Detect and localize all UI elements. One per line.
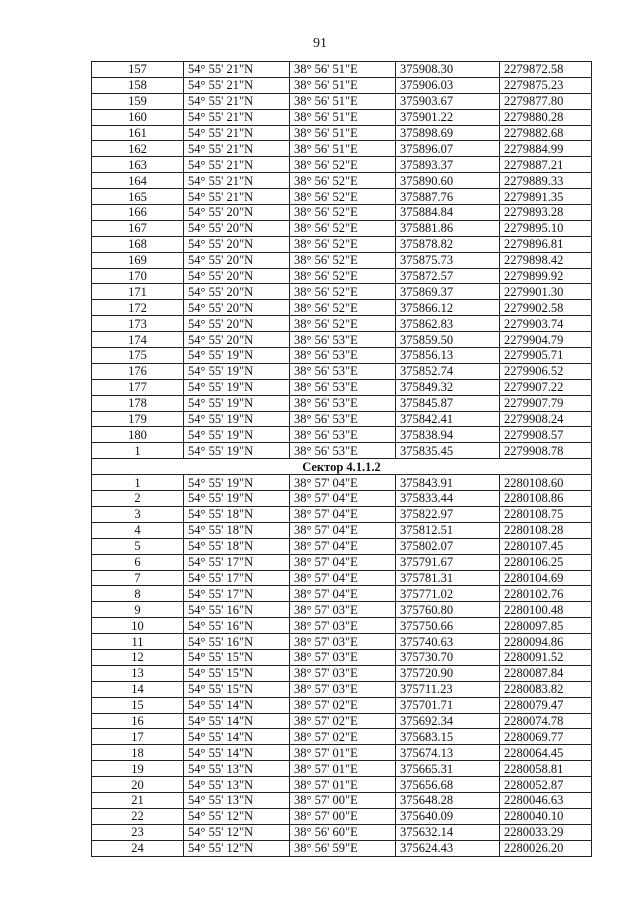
y-coordinate-cell: 2280083.82 (500, 681, 592, 697)
longitude-cell: 38° 57' 03"E (290, 665, 396, 681)
point-number-cell: 160 (92, 109, 184, 125)
y-coordinate-cell: 2279899.92 (500, 268, 592, 284)
longitude-cell: 38° 56' 52"E (290, 236, 396, 252)
latitude-cell: 54° 55' 12"N (184, 824, 290, 840)
x-coordinate-cell: 375903.67 (396, 93, 500, 109)
latitude-cell: 54° 55' 15"N (184, 665, 290, 681)
longitude-cell: 38° 56' 52"E (290, 284, 396, 300)
longitude-cell: 38° 56' 52"E (290, 189, 396, 205)
x-coordinate-cell: 375781.31 (396, 570, 500, 586)
x-coordinate-cell: 375730.70 (396, 649, 500, 665)
point-number-cell: 173 (92, 316, 184, 332)
latitude-cell: 54° 55' 14"N (184, 745, 290, 761)
x-coordinate-cell: 375812.51 (396, 522, 500, 538)
latitude-cell: 54° 55' 20"N (184, 205, 290, 221)
table-row (92, 93, 592, 109)
longitude-cell: 38° 57' 04"E (290, 475, 396, 491)
latitude-cell: 54° 55' 18"N (184, 506, 290, 522)
y-coordinate-cell: 2280087.84 (500, 665, 592, 681)
point-number-cell: 11 (92, 634, 184, 650)
x-coordinate-cell: 375692.34 (396, 713, 500, 729)
latitude-cell: 54° 55' 13"N (184, 761, 290, 777)
latitude-cell: 54° 55' 19"N (184, 363, 290, 379)
latitude-cell: 54° 55' 19"N (184, 379, 290, 395)
point-number-cell: 162 (92, 141, 184, 157)
longitude-cell: 38° 56' 53"E (290, 443, 396, 459)
longitude-cell: 38° 56' 51"E (290, 77, 396, 93)
y-coordinate-cell: 2279882.68 (500, 125, 592, 141)
latitude-cell: 54° 55' 16"N (184, 602, 290, 618)
longitude-cell: 38° 56' 51"E (290, 141, 396, 157)
x-coordinate-cell: 375674.13 (396, 745, 500, 761)
latitude-cell: 54° 55' 21"N (184, 109, 290, 125)
table-row (92, 252, 592, 268)
point-number-cell: 158 (92, 77, 184, 93)
x-coordinate-cell: 375869.37 (396, 284, 500, 300)
point-number-cell: 9 (92, 602, 184, 618)
table-row (92, 475, 592, 491)
point-number-cell: 170 (92, 268, 184, 284)
latitude-cell: 54° 55' 13"N (184, 792, 290, 808)
x-coordinate-cell: 375849.32 (396, 379, 500, 395)
x-coordinate-cell: 375908.30 (396, 62, 500, 78)
y-coordinate-cell: 2279903.74 (500, 316, 592, 332)
point-number-cell: 13 (92, 665, 184, 681)
y-coordinate-cell: 2280064.45 (500, 745, 592, 761)
x-coordinate-cell: 375665.31 (396, 761, 500, 777)
x-coordinate-cell: 375859.50 (396, 332, 500, 348)
y-coordinate-cell: 2279898.42 (500, 252, 592, 268)
table-row (92, 602, 592, 618)
point-number-cell: 14 (92, 681, 184, 697)
latitude-cell: 54° 55' 20"N (184, 220, 290, 236)
table-row (92, 157, 592, 173)
latitude-cell: 54° 55' 17"N (184, 554, 290, 570)
latitude-cell: 54° 55' 21"N (184, 77, 290, 93)
y-coordinate-cell: 2279880.28 (500, 109, 592, 125)
x-coordinate-cell: 375852.74 (396, 363, 500, 379)
longitude-cell: 38° 57' 04"E (290, 554, 396, 570)
point-number-cell: 22 (92, 808, 184, 824)
x-coordinate-cell: 375875.73 (396, 252, 500, 268)
x-coordinate-cell: 375701.71 (396, 697, 500, 713)
latitude-cell: 54° 55' 20"N (184, 300, 290, 316)
point-number-cell: 1 (92, 475, 184, 491)
longitude-cell: 38° 56' 52"E (290, 173, 396, 189)
longitude-cell: 38° 56' 51"E (290, 125, 396, 141)
x-coordinate-cell: 375842.41 (396, 411, 500, 427)
longitude-cell: 38° 57' 03"E (290, 649, 396, 665)
point-number-cell: 18 (92, 745, 184, 761)
longitude-cell: 38° 57' 03"E (290, 618, 396, 634)
point-number-cell: 157 (92, 62, 184, 78)
longitude-cell: 38° 56' 52"E (290, 316, 396, 332)
y-coordinate-cell: 2279907.22 (500, 379, 592, 395)
y-coordinate-cell: 2280097.85 (500, 618, 592, 634)
y-coordinate-cell: 2279901.30 (500, 284, 592, 300)
point-number-cell: 4 (92, 522, 184, 538)
x-coordinate-cell: 375872.57 (396, 268, 500, 284)
longitude-cell: 38° 56' 53"E (290, 411, 396, 427)
table-row (92, 411, 592, 427)
y-coordinate-cell: 2280040.10 (500, 808, 592, 824)
latitude-cell: 54° 55' 19"N (184, 411, 290, 427)
y-coordinate-cell: 2279908.78 (500, 443, 592, 459)
y-coordinate-cell: 2280091.52 (500, 649, 592, 665)
point-number-cell: 175 (92, 348, 184, 364)
point-number-cell: 169 (92, 252, 184, 268)
point-number-cell: 20 (92, 777, 184, 793)
table-row (92, 77, 592, 93)
point-number-cell: 16 (92, 713, 184, 729)
y-coordinate-cell: 2280069.77 (500, 729, 592, 745)
longitude-cell: 38° 56' 53"E (290, 363, 396, 379)
point-number-cell: 178 (92, 395, 184, 411)
point-number-cell: 8 (92, 586, 184, 602)
latitude-cell: 54° 55' 19"N (184, 475, 290, 491)
y-coordinate-cell: 2280033.29 (500, 824, 592, 840)
coordinates-table (91, 61, 592, 857)
point-number-cell: 2 (92, 491, 184, 507)
latitude-cell: 54° 55' 17"N (184, 570, 290, 586)
longitude-cell: 38° 57' 03"E (290, 602, 396, 618)
longitude-cell: 38° 57' 02"E (290, 713, 396, 729)
table-row (92, 824, 592, 840)
latitude-cell: 54° 55' 15"N (184, 649, 290, 665)
latitude-cell: 54° 55' 13"N (184, 777, 290, 793)
point-number-cell: 15 (92, 697, 184, 713)
x-coordinate-cell: 375640.09 (396, 808, 500, 824)
table-row (92, 634, 592, 650)
point-number-cell: 23 (92, 824, 184, 840)
x-coordinate-cell: 375822.97 (396, 506, 500, 522)
x-coordinate-cell: 375838.94 (396, 427, 500, 443)
latitude-cell: 54° 55' 20"N (184, 268, 290, 284)
longitude-cell: 38° 56' 60"E (290, 824, 396, 840)
point-number-cell: 171 (92, 284, 184, 300)
x-coordinate-cell: 375862.83 (396, 316, 500, 332)
x-coordinate-cell: 375833.44 (396, 491, 500, 507)
y-coordinate-cell: 2279891.35 (500, 189, 592, 205)
y-coordinate-cell: 2280108.60 (500, 475, 592, 491)
latitude-cell: 54° 55' 20"N (184, 332, 290, 348)
y-coordinate-cell: 2279877.80 (500, 93, 592, 109)
latitude-cell: 54° 55' 20"N (184, 252, 290, 268)
longitude-cell: 38° 57' 04"E (290, 538, 396, 554)
point-number-cell: 5 (92, 538, 184, 554)
coordinates-table-body (92, 62, 592, 857)
longitude-cell: 38° 57' 00"E (290, 792, 396, 808)
x-coordinate-cell: 375901.22 (396, 109, 500, 125)
latitude-cell: 54° 55' 16"N (184, 634, 290, 650)
y-coordinate-cell: 2279907.79 (500, 395, 592, 411)
point-number-cell: 7 (92, 570, 184, 586)
longitude-cell: 38° 57' 04"E (290, 506, 396, 522)
table-row (92, 570, 592, 586)
y-coordinate-cell: 2279902.58 (500, 300, 592, 316)
table-row (92, 173, 592, 189)
latitude-cell: 54° 55' 19"N (184, 427, 290, 443)
x-coordinate-cell: 375893.37 (396, 157, 500, 173)
table-row (92, 268, 592, 284)
x-coordinate-cell: 375884.84 (396, 205, 500, 221)
table-row (92, 522, 592, 538)
y-coordinate-cell: 2279905.71 (500, 348, 592, 364)
x-coordinate-cell: 375771.02 (396, 586, 500, 602)
table-row (92, 363, 592, 379)
table-row (92, 713, 592, 729)
table-row (92, 586, 592, 602)
point-number-cell: 172 (92, 300, 184, 316)
y-coordinate-cell: 2280046.63 (500, 792, 592, 808)
x-coordinate-cell: 375624.43 (396, 840, 500, 856)
point-number-cell: 3 (92, 506, 184, 522)
table-row (92, 665, 592, 681)
y-coordinate-cell: 2280108.75 (500, 506, 592, 522)
table-row (92, 681, 592, 697)
point-number-cell: 21 (92, 792, 184, 808)
y-coordinate-cell: 2280074.78 (500, 713, 592, 729)
x-coordinate-cell: 375878.82 (396, 236, 500, 252)
y-coordinate-cell: 2280026.20 (500, 840, 592, 856)
x-coordinate-cell: 375845.87 (396, 395, 500, 411)
table-row (92, 316, 592, 332)
point-number-cell: 165 (92, 189, 184, 205)
point-number-cell: 19 (92, 761, 184, 777)
point-number-cell: 167 (92, 220, 184, 236)
table-row (92, 506, 592, 522)
table-row (92, 205, 592, 221)
page-number: 91 (313, 36, 327, 51)
longitude-cell: 38° 57' 03"E (290, 681, 396, 697)
point-number-cell: 6 (92, 554, 184, 570)
point-number-cell: 24 (92, 840, 184, 856)
longitude-cell: 38° 57' 04"E (290, 586, 396, 602)
y-coordinate-cell: 2279889.33 (500, 173, 592, 189)
y-coordinate-cell: 2280102.76 (500, 586, 592, 602)
table-row (92, 491, 592, 507)
x-coordinate-cell: 375656.68 (396, 777, 500, 793)
longitude-cell: 38° 57' 01"E (290, 745, 396, 761)
table-row (92, 427, 592, 443)
longitude-cell: 38° 56' 51"E (290, 109, 396, 125)
point-number-cell: 177 (92, 379, 184, 395)
latitude-cell: 54° 55' 19"N (184, 491, 290, 507)
table-row (92, 62, 592, 78)
latitude-cell: 54° 55' 19"N (184, 395, 290, 411)
x-coordinate-cell: 375856.13 (396, 348, 500, 364)
point-number-cell: 163 (92, 157, 184, 173)
longitude-cell: 38° 57' 03"E (290, 634, 396, 650)
y-coordinate-cell: 2279908.24 (500, 411, 592, 427)
latitude-cell: 54° 55' 15"N (184, 681, 290, 697)
table-row (92, 379, 592, 395)
table-row (92, 443, 592, 459)
table-row (92, 808, 592, 824)
point-number-cell: 10 (92, 618, 184, 634)
latitude-cell: 54° 55' 21"N (184, 189, 290, 205)
longitude-cell: 38° 57' 02"E (290, 697, 396, 713)
y-coordinate-cell: 2280058.81 (500, 761, 592, 777)
y-coordinate-cell: 2280094.86 (500, 634, 592, 650)
longitude-cell: 38° 56' 53"E (290, 395, 396, 411)
latitude-cell: 54° 55' 14"N (184, 729, 290, 745)
latitude-cell: 54° 55' 12"N (184, 840, 290, 856)
latitude-cell: 54° 55' 16"N (184, 618, 290, 634)
y-coordinate-cell: 2280107.45 (500, 538, 592, 554)
table-row (92, 189, 592, 205)
point-number-cell: 166 (92, 205, 184, 221)
y-coordinate-cell: 2280052.87 (500, 777, 592, 793)
point-number-cell: 159 (92, 93, 184, 109)
longitude-cell: 38° 57' 01"E (290, 777, 396, 793)
longitude-cell: 38° 57' 01"E (290, 761, 396, 777)
x-coordinate-cell: 375866.12 (396, 300, 500, 316)
table-row (92, 332, 592, 348)
table-row (92, 554, 592, 570)
table-row (92, 777, 592, 793)
x-coordinate-cell: 375648.28 (396, 792, 500, 808)
longitude-cell: 38° 56' 51"E (290, 62, 396, 78)
y-coordinate-cell: 2279904.79 (500, 332, 592, 348)
y-coordinate-cell: 2279893.28 (500, 205, 592, 221)
point-number-cell: 176 (92, 363, 184, 379)
longitude-cell: 38° 56' 51"E (290, 93, 396, 109)
x-coordinate-cell: 375750.66 (396, 618, 500, 634)
longitude-cell: 38° 56' 52"E (290, 205, 396, 221)
longitude-cell: 38° 56' 52"E (290, 268, 396, 284)
y-coordinate-cell: 2279908.57 (500, 427, 592, 443)
x-coordinate-cell: 375906.03 (396, 77, 500, 93)
longitude-cell: 38° 56' 53"E (290, 348, 396, 364)
table-row (92, 236, 592, 252)
longitude-cell: 38° 56' 52"E (290, 157, 396, 173)
x-coordinate-cell: 375760.80 (396, 602, 500, 618)
longitude-cell: 38° 56' 52"E (290, 252, 396, 268)
longitude-cell: 38° 56' 52"E (290, 220, 396, 236)
point-number-cell: 17 (92, 729, 184, 745)
latitude-cell: 54° 55' 20"N (184, 236, 290, 252)
point-number-cell: 168 (92, 236, 184, 252)
y-coordinate-cell: 2280079.47 (500, 697, 592, 713)
x-coordinate-cell: 375835.45 (396, 443, 500, 459)
longitude-cell: 38° 56' 53"E (290, 332, 396, 348)
y-coordinate-cell: 2279872.58 (500, 62, 592, 78)
table-row (92, 109, 592, 125)
latitude-cell: 54° 55' 21"N (184, 93, 290, 109)
sector-title: Сектор 4.1.1.2 (92, 459, 592, 475)
latitude-cell: 54° 55' 17"N (184, 586, 290, 602)
x-coordinate-cell: 375740.63 (396, 634, 500, 650)
y-coordinate-cell: 2279906.52 (500, 363, 592, 379)
x-coordinate-cell: 375791.67 (396, 554, 500, 570)
point-number-cell: 174 (92, 332, 184, 348)
x-coordinate-cell: 375887.76 (396, 189, 500, 205)
point-number-cell: 1 (92, 443, 184, 459)
table-row (92, 697, 592, 713)
table-row (92, 649, 592, 665)
latitude-cell: 54° 55' 14"N (184, 713, 290, 729)
latitude-cell: 54° 55' 12"N (184, 808, 290, 824)
latitude-cell: 54° 55' 14"N (184, 697, 290, 713)
y-coordinate-cell: 2280100.48 (500, 602, 592, 618)
latitude-cell: 54° 55' 18"N (184, 538, 290, 554)
y-coordinate-cell: 2279895.10 (500, 220, 592, 236)
latitude-cell: 54° 55' 18"N (184, 522, 290, 538)
x-coordinate-cell: 375890.60 (396, 173, 500, 189)
table-row (92, 840, 592, 856)
x-coordinate-cell: 375720.90 (396, 665, 500, 681)
longitude-cell: 38° 57' 04"E (290, 570, 396, 586)
sector-header-row (92, 459, 592, 475)
longitude-cell: 38° 57' 02"E (290, 729, 396, 745)
longitude-cell: 38° 57' 04"E (290, 491, 396, 507)
point-number-cell: 161 (92, 125, 184, 141)
table-row (92, 729, 592, 745)
table-row (92, 348, 592, 364)
x-coordinate-cell: 375898.69 (396, 125, 500, 141)
longitude-cell: 38° 56' 52"E (290, 300, 396, 316)
x-coordinate-cell: 375843.91 (396, 475, 500, 491)
table-row (92, 125, 592, 141)
x-coordinate-cell: 375683.15 (396, 729, 500, 745)
latitude-cell: 54° 55' 20"N (184, 284, 290, 300)
x-coordinate-cell: 375632.14 (396, 824, 500, 840)
point-number-cell: 180 (92, 427, 184, 443)
point-number-cell: 12 (92, 649, 184, 665)
y-coordinate-cell: 2279875.23 (500, 77, 592, 93)
table-row (92, 284, 592, 300)
latitude-cell: 54° 55' 21"N (184, 157, 290, 173)
latitude-cell: 54° 55' 21"N (184, 62, 290, 78)
latitude-cell: 54° 55' 21"N (184, 125, 290, 141)
table-row (92, 220, 592, 236)
y-coordinate-cell: 2279896.81 (500, 236, 592, 252)
table-row (92, 395, 592, 411)
y-coordinate-cell: 2279887.21 (500, 157, 592, 173)
table-row (92, 745, 592, 761)
latitude-cell: 54° 55' 21"N (184, 141, 290, 157)
x-coordinate-cell: 375881.86 (396, 220, 500, 236)
table-row (92, 761, 592, 777)
y-coordinate-cell: 2280106.25 (500, 554, 592, 570)
table-row (92, 618, 592, 634)
longitude-cell: 38° 57' 00"E (290, 808, 396, 824)
point-number-cell: 179 (92, 411, 184, 427)
table-row (92, 141, 592, 157)
point-number-cell: 164 (92, 173, 184, 189)
y-coordinate-cell: 2280108.28 (500, 522, 592, 538)
latitude-cell: 54° 55' 19"N (184, 348, 290, 364)
table-row (92, 300, 592, 316)
x-coordinate-cell: 375802.07 (396, 538, 500, 554)
x-coordinate-cell: 375896.07 (396, 141, 500, 157)
longitude-cell: 38° 56' 53"E (290, 427, 396, 443)
table-row (92, 538, 592, 554)
latitude-cell: 54° 55' 21"N (184, 173, 290, 189)
y-coordinate-cell: 2280104.69 (500, 570, 592, 586)
longitude-cell: 38° 56' 59"E (290, 840, 396, 856)
y-coordinate-cell: 2279884.99 (500, 141, 592, 157)
latitude-cell: 54° 55' 19"N (184, 443, 290, 459)
longitude-cell: 38° 57' 04"E (290, 522, 396, 538)
table-row (92, 792, 592, 808)
y-coordinate-cell: 2280108.86 (500, 491, 592, 507)
longitude-cell: 38° 56' 53"E (290, 379, 396, 395)
x-coordinate-cell: 375711.23 (396, 681, 500, 697)
latitude-cell: 54° 55' 20"N (184, 316, 290, 332)
